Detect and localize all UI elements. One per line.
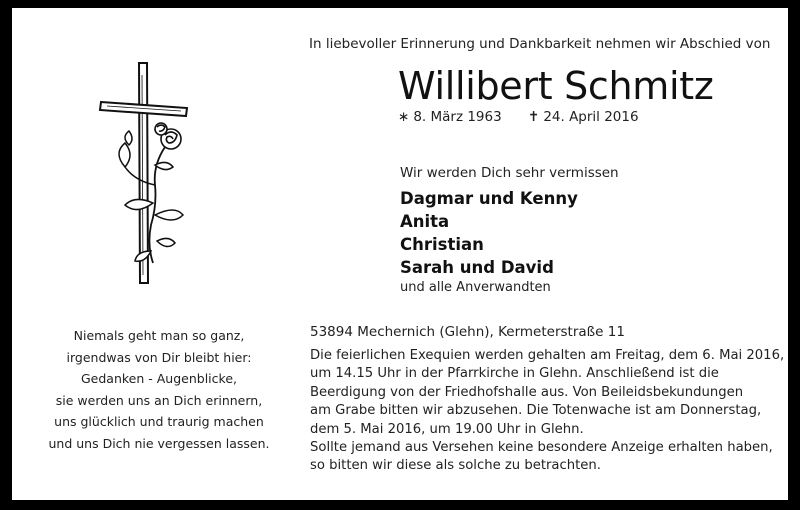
relatives-line: und alle Anverwandten xyxy=(400,280,551,295)
poem-line: irgendwas von Dir bleibt hier: xyxy=(66,349,252,365)
family-member: Christian xyxy=(400,235,484,254)
details-line: am Grabe bitten wir abzusehen. Die Totenwache ist am Donnerstag, xyxy=(310,403,762,419)
poem-line: Niemals geht man so ganz, xyxy=(73,328,245,343)
family-member: Anita xyxy=(400,212,450,231)
death-cross-icon: ✝ xyxy=(528,109,540,125)
address-line: 53894 Mechernich (Glehn), Kermeterstraße 11 xyxy=(310,324,625,340)
deceased-name: Willibert Schmitz xyxy=(398,64,714,108)
poem-block xyxy=(44,325,274,454)
life-dates xyxy=(398,109,643,125)
details-line: Beerdigung von der Friedhofshalle aus. Von Beileidsbekundungen xyxy=(310,384,744,400)
poem-line: uns glücklich und traurig machen xyxy=(54,414,264,429)
details-line: um 14.15 Uhr in der Pfarrkirche in Glehn. Anschließend ist die xyxy=(310,366,719,382)
family-member: Sarah und David xyxy=(400,258,554,277)
poem-line: Gedanken - Augenblicke, xyxy=(81,371,237,386)
poem-line: sie werden uns an Dich erinnern, xyxy=(55,392,263,408)
birth-star-icon: ∗ xyxy=(398,109,410,125)
details-line: so bitten wir diese als solche zu betrachten. xyxy=(310,458,601,474)
details-line: Die feierlichen Exequien werden gehalten am Freitag, dem 6. Mai 2016, xyxy=(310,348,785,363)
funeral-details xyxy=(310,347,792,476)
intro-line: In liebevoller Erinnerung und Dankbarkeit nehmen wir Abschied von xyxy=(309,36,771,52)
death-date: 24. April 2016 xyxy=(543,109,639,125)
birth-date: 8. März 1963 xyxy=(413,109,502,125)
cross-with-rose-icon xyxy=(95,55,195,299)
poem-line: und uns Dich nie vergessen lassen. xyxy=(48,435,270,451)
details-line: Sollte jemand aus Versehen keine besondere Anzeige erhalten haben, xyxy=(310,440,773,456)
miss-line: Wir werden Dich sehr vermissen xyxy=(400,165,619,181)
details-line: dem 5. Mai 2016, um 19.00 Uhr in Glehn. xyxy=(310,421,584,437)
family-list xyxy=(400,187,578,296)
family-member: Dagmar und Kenny xyxy=(400,189,578,208)
